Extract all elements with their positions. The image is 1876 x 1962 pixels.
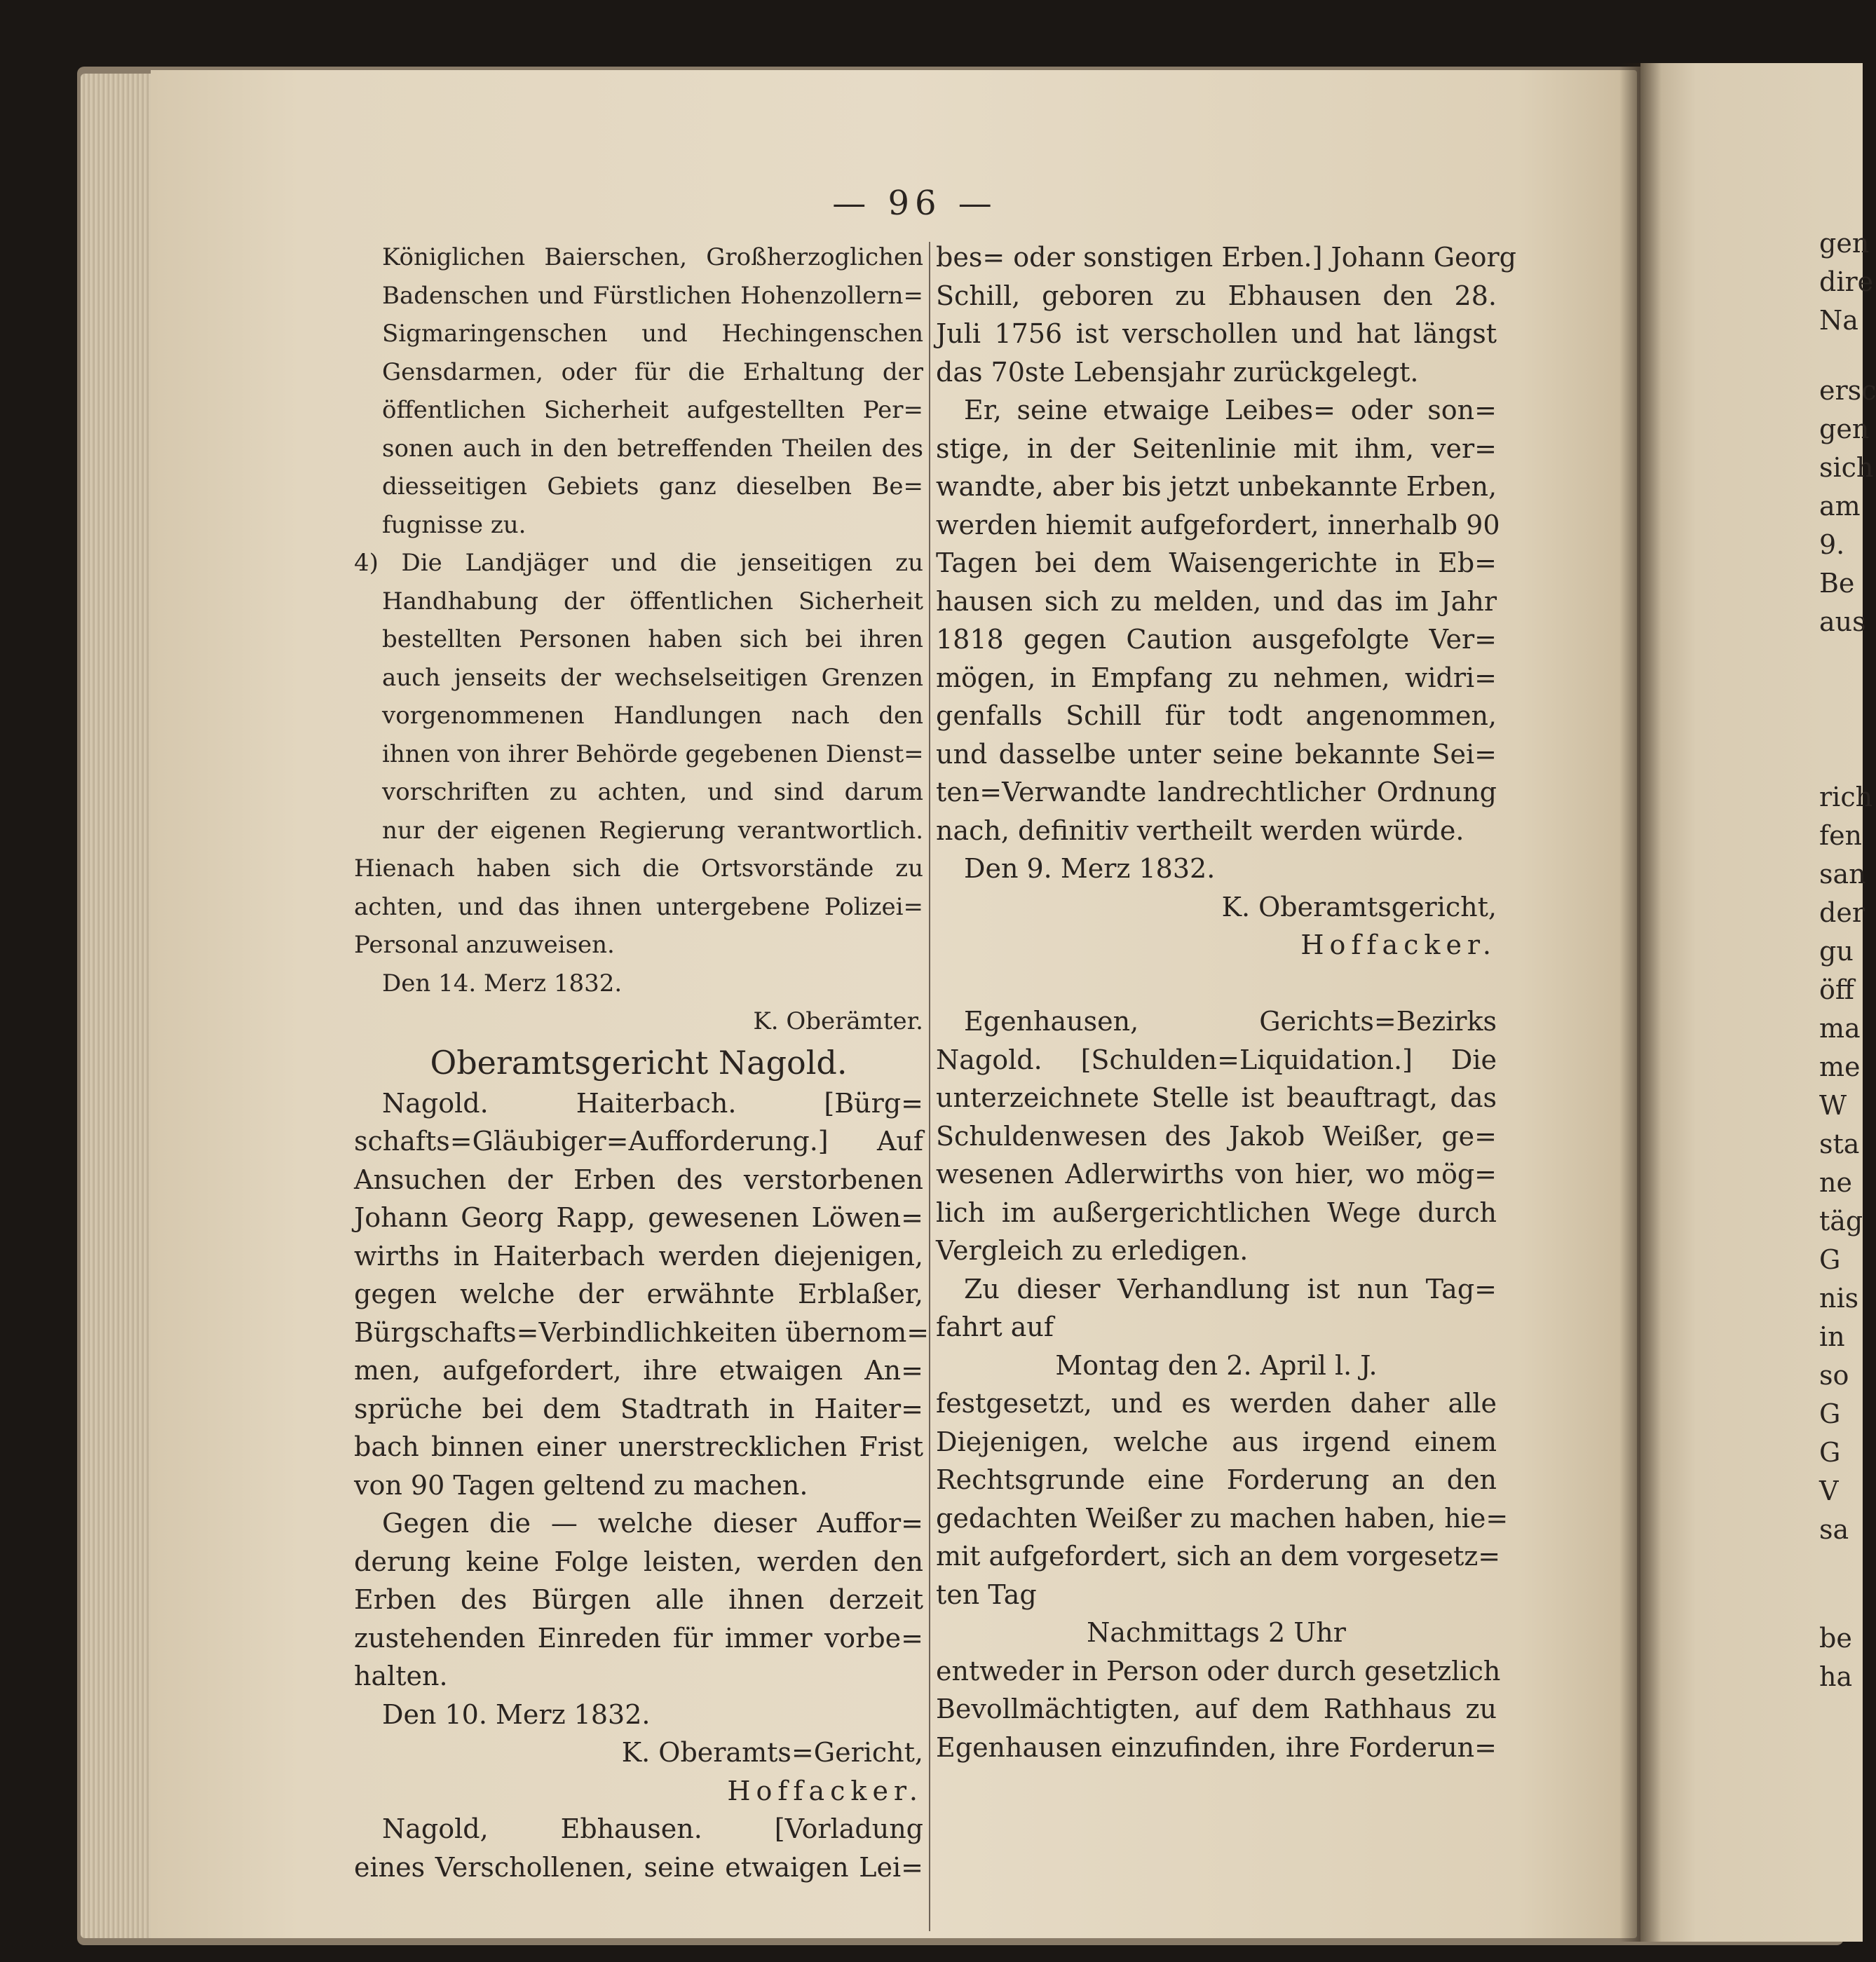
- text-line: achten, und das ihnen untergebene Polizei=: [354, 892, 923, 921]
- text-line: derung keine Folge leisten, werden den: [354, 1546, 923, 1577]
- text-line: Gensdarmen, oder für die Erhaltung der: [382, 357, 923, 386]
- text-fragment: gen: [1819, 414, 1870, 444]
- text-line: Sigmaringenschen und Hechingenschen: [382, 320, 923, 348]
- text-line: das 70ste Lebensjahr zurückgelegt.: [936, 356, 1419, 388]
- text-line: festgesetzt, und es werden daher alle: [936, 1388, 1497, 1419]
- text-fragment: rich: [1819, 782, 1873, 812]
- text-line: stige, in der Seitenlinie mit ihm, ver=: [936, 432, 1497, 464]
- text-line: ihnen von ihrer Behörde gegebenen Dienst=: [382, 740, 924, 768]
- text-line: gegen welche der erwähnte Erblaßer,: [354, 1279, 923, 1309]
- text-line: Hienach haben sich die Ortsvorstände zu: [354, 854, 923, 883]
- text-fragment: täg: [1819, 1206, 1863, 1237]
- text-fragment: aus: [1819, 606, 1866, 637]
- text-line: Vergleich zu erledigen.: [936, 1235, 1249, 1266]
- text-line: nach, definitiv vertheilt werden würde.: [936, 815, 1464, 846]
- text-line: Erben des Bürgen alle ihnen derzeit: [354, 1584, 923, 1615]
- text-line: Nagold. Haiterbach. [Bürg=: [382, 1087, 923, 1119]
- text-line: hausen sich zu melden, und das im Jahr: [936, 585, 1497, 617]
- text-fragment: sich: [1819, 452, 1874, 483]
- text-line: sonen auch in den betreffenden Theilen des: [382, 434, 923, 463]
- text-line: auch jenseits der wechselseitigen Grenzen: [382, 663, 923, 692]
- text-line: Egenhausen, Gerichts=Bezirks: [964, 1006, 1497, 1037]
- text-line: Den 9. Merz 1832.: [964, 853, 1216, 884]
- book-gutter: [1619, 63, 1661, 1942]
- text-line: 4) Die Landjäger und die jenseitigen zu: [354, 549, 923, 577]
- text-line: Rechtsgrunde eine Forderung an den: [936, 1464, 1497, 1495]
- text-line: K. Oberamts=Gericht,: [621, 1737, 923, 1768]
- left-text-column: [354, 238, 930, 1886]
- text-line: Den 10. Merz 1832.: [382, 1698, 651, 1730]
- text-line: genfalls Schill für todt angenommen,: [936, 700, 1497, 731]
- text-line: ten Tag: [936, 1579, 1037, 1610]
- text-line: bestellten Personen haben sich bei ihren: [382, 625, 923, 653]
- text-line: 1818 gegen Caution ausgefolgte Ver=: [936, 624, 1497, 655]
- text-line: Hoffacker.: [1300, 929, 1497, 960]
- text-line: Nagold. [Schulden=Liquidation.] Die: [936, 1044, 1497, 1075]
- text-line: zustehenden Einreden für immer vorbe=: [354, 1622, 923, 1654]
- text-fragment: G: [1819, 1244, 1841, 1275]
- text-line: entweder in Person oder durch gesetzlich: [936, 1655, 1501, 1687]
- text-line: gedachten Weißer zu machen haben, hie=: [936, 1502, 1509, 1534]
- text-line: Den 14. Merz 1832.: [382, 969, 623, 997]
- text-line: Zu dieser Verhandlung ist nun Tag=: [964, 1273, 1497, 1304]
- text-fragment: ma: [1819, 1013, 1861, 1044]
- text-line: men, aufgefordert, ihre etwaigen An=: [354, 1355, 923, 1386]
- text-fragment: V: [1819, 1476, 1839, 1506]
- text-fragment: G: [1819, 1398, 1841, 1429]
- text-fragment: so: [1819, 1360, 1849, 1391]
- text-line: Juli 1756 ist verschollen und hat längst: [936, 318, 1497, 349]
- text-line: halten.: [354, 1661, 448, 1691]
- text-line: mit aufgefordert, sich an dem vorgesetz=: [936, 1541, 1501, 1572]
- text-fragment: sta: [1819, 1129, 1860, 1159]
- text-fragment: Be: [1819, 568, 1855, 599]
- text-line: Egenhausen einzufinden, ihre Forderun=: [936, 1731, 1497, 1763]
- text-line: und dasselbe unter seine bekannte Sei=: [936, 738, 1497, 770]
- text-line: Bevollmächtigten, auf dem Rathhaus zu: [936, 1694, 1497, 1724]
- text-fragment: Na: [1819, 305, 1858, 336]
- text-line: [936, 965, 1497, 1003]
- text-line: Oberamtsgericht Nagold.: [430, 1043, 848, 1082]
- text-line: wirths in Haiterbach werden diejenigen,: [354, 1240, 923, 1272]
- text-line: wandte, aber bis jetzt unbekannte Erben,: [936, 471, 1497, 502]
- text-line: werden hiemit aufgefordert, innerhalb 90: [936, 509, 1500, 540]
- text-line: Ansuchen der Erben des verstorbenen: [354, 1164, 923, 1195]
- text-line: Diejenigen, welche aus irgend einem: [936, 1426, 1497, 1457]
- text-fragment: 9.: [1819, 529, 1845, 560]
- text-line: Badenschen und Fürstlichen Hohenzollern=: [382, 281, 923, 310]
- text-line: von 90 Tagen geltend zu machen.: [354, 1469, 808, 1501]
- right-text-column: [936, 238, 1516, 1766]
- text-line: schafts=Gläubiger=Aufforderung.] Auf: [354, 1126, 923, 1157]
- text-line: Königlichen Baierschen, Großherzoglichen: [382, 243, 923, 271]
- text-fragment: ne: [1819, 1167, 1852, 1198]
- text-line: nur der eigenen Regierung verantwortlich.: [382, 816, 923, 845]
- text-fragment: gu: [1819, 936, 1854, 967]
- text-line: fugnisse zu.: [382, 510, 526, 539]
- text-line: Nagold, Ebhausen. [Vorladung: [382, 1813, 923, 1844]
- text-line: Tagen bei dem Waisengerichte in Eb=: [936, 547, 1497, 578]
- text-line: Hoffacker.: [727, 1775, 923, 1806]
- text-line: Nachmittags 2 Uhr: [1087, 1617, 1346, 1648]
- text-line: Schill, geboren zu Ebhausen den 28.: [936, 280, 1497, 311]
- text-fragment: be: [1819, 1623, 1852, 1654]
- text-fragment: öff: [1819, 974, 1854, 1005]
- text-fragment: fen: [1819, 820, 1863, 851]
- text-line: Gegen die — welche dieser Auffor=: [382, 1508, 923, 1539]
- column-divider: [929, 242, 930, 1931]
- text-line: bach binnen einer unerstrecklichen Frist: [354, 1431, 923, 1462]
- text-fragment: san: [1819, 859, 1866, 890]
- text-fragment: G: [1819, 1437, 1841, 1468]
- text-fragment: me: [1819, 1051, 1861, 1082]
- page-edges: [81, 74, 158, 1938]
- text-line: unterzeichnete Stelle ist beauftragt, das: [936, 1082, 1497, 1113]
- text-line: vorschriften zu achten, und sind darum: [382, 778, 923, 806]
- text-line: Johann Georg Rapp, gewesenen Löwen=: [354, 1202, 923, 1233]
- text-line: Er, seine etwaige Leibes= oder son=: [964, 395, 1497, 425]
- text-line: K. Oberamtsgericht,: [1221, 891, 1497, 922]
- text-line: fahrt auf: [936, 1312, 1054, 1342]
- text-fragment: ersc: [1819, 375, 1876, 406]
- text-line: lich im außergerichtlichen Wege durch: [936, 1197, 1497, 1228]
- text-line: Bürgschafts=Verbindlichkeiten übernom=: [354, 1316, 930, 1348]
- text-line: öffentlichen Sicherheit aufgestellten Per=: [382, 396, 923, 424]
- page-number: — 96 —: [832, 184, 998, 223]
- text-fragment: der: [1819, 897, 1865, 928]
- text-fragment: in: [1819, 1321, 1845, 1352]
- text-line: wesenen Adlerwirths von hier, wo mög=: [936, 1159, 1497, 1190]
- text-fragment: ha: [1819, 1661, 1853, 1692]
- text-fragment: dire: [1819, 266, 1874, 297]
- text-line: mögen, in Empfang zu nehmen, widri=: [936, 662, 1497, 693]
- text-fragment: nis: [1819, 1283, 1859, 1314]
- text-line: vorgenommenen Handlungen nach den: [382, 702, 923, 730]
- text-line: eines Verschollenen, seine etwaigen Lei=: [354, 1851, 923, 1883]
- text-line: Personal anzuweisen.: [354, 931, 615, 959]
- text-line: ten=Verwandte landrechtlicher Ordnung: [936, 777, 1497, 808]
- text-fragment: gen: [1819, 228, 1870, 259]
- text-fragment: sa: [1819, 1514, 1849, 1545]
- text-line: K. Oberämter.: [753, 1007, 923, 1035]
- text-line: bes= oder sonstigen Erben.] Johann Georg: [936, 242, 1516, 273]
- text-line: diesseitigen Gebiets ganz dieselben Be=: [382, 472, 923, 500]
- text-line: sprüche bei dem Stadtrath in Haiter=: [354, 1393, 923, 1424]
- text-line: Montag den 2. April l. J.: [1055, 1349, 1378, 1381]
- text-line: Schuldenwesen des Jakob Weißer, ge=: [936, 1120, 1497, 1152]
- text-fragment: W: [1819, 1090, 1847, 1121]
- text-line: Handhabung der öffentlichen Sicherheit: [382, 587, 923, 615]
- text-fragment: am: [1819, 491, 1861, 522]
